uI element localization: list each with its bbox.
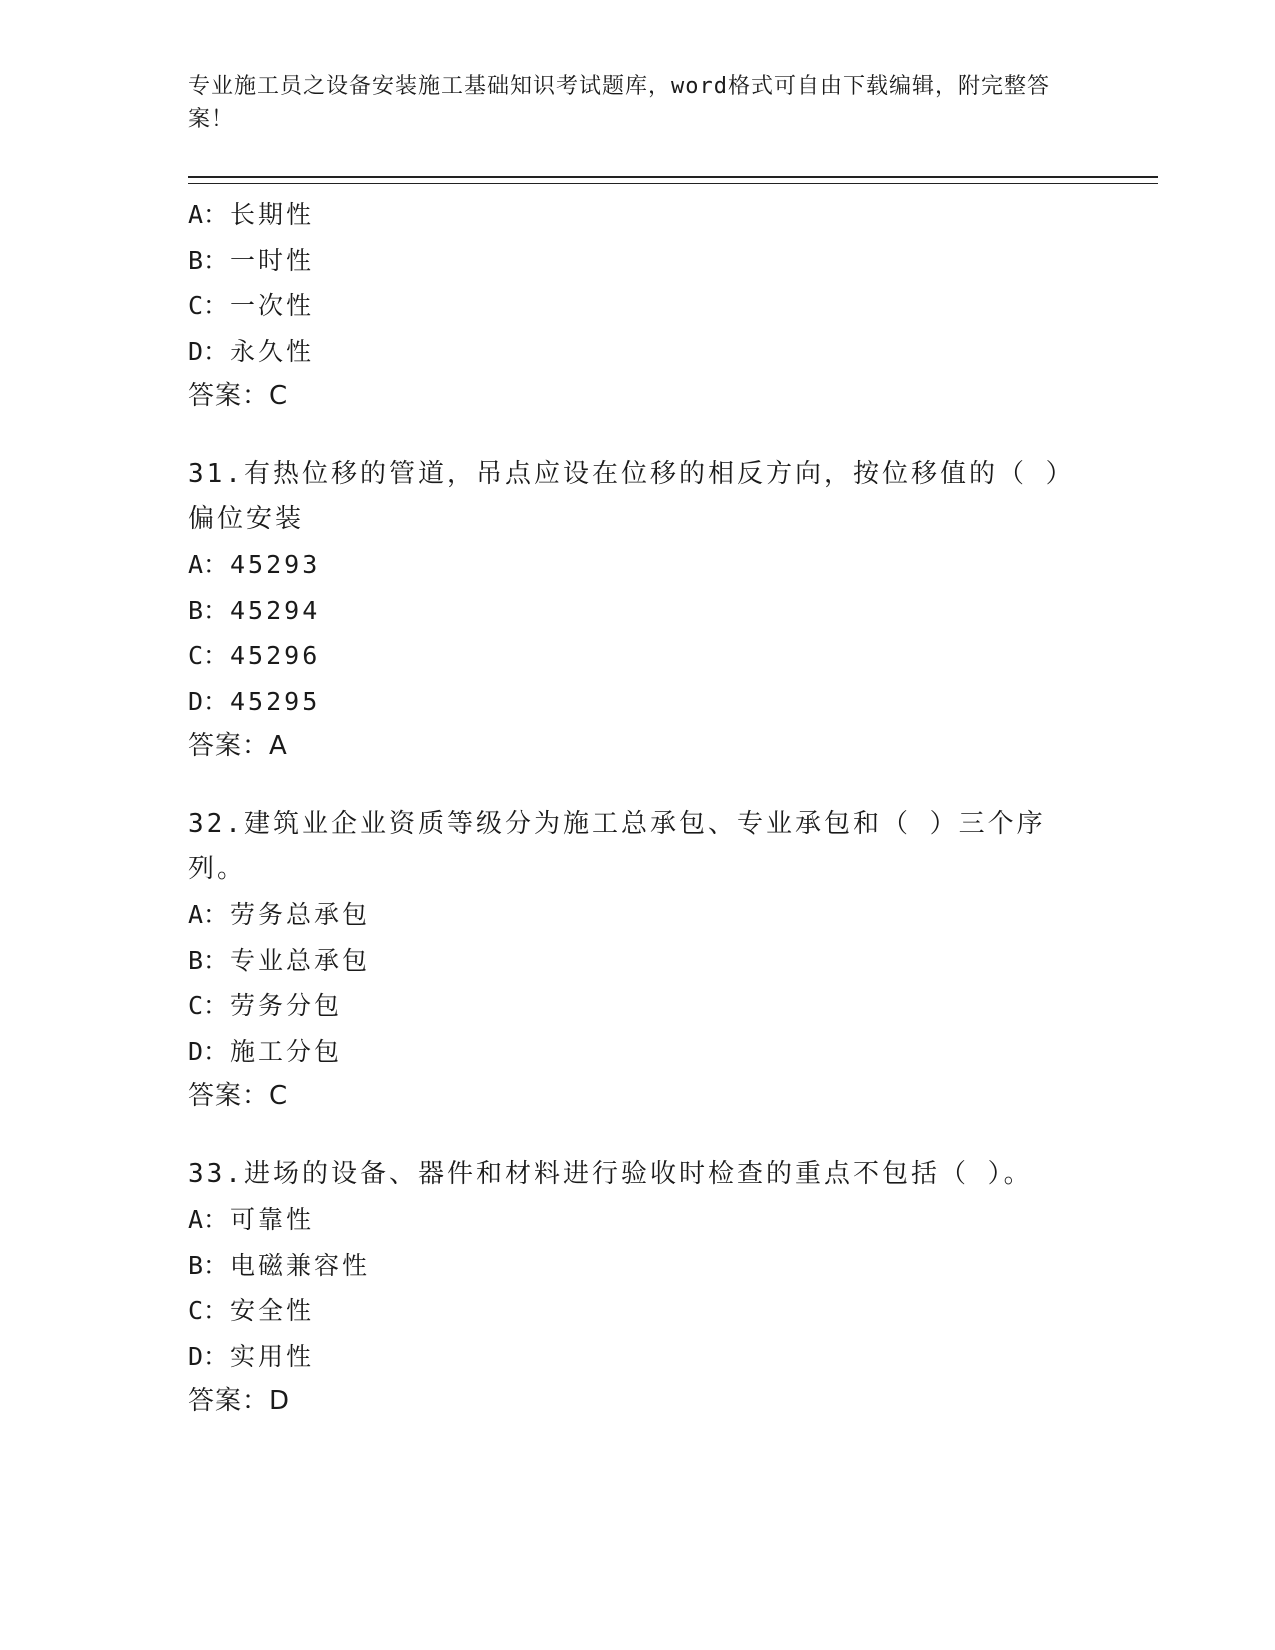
option-a (188, 1197, 1158, 1243)
option-d (188, 1029, 1158, 1075)
answer-line: 答案：A (188, 731, 288, 761)
option-text: 长期性 (230, 200, 315, 229)
option-letter: C： (188, 641, 229, 670)
option-letter: B： (188, 945, 229, 975)
option-letter: D： (188, 686, 229, 716)
option-text: 可靠性 (230, 1205, 315, 1234)
option-text: 一时性 (230, 245, 315, 275)
answer-line: 答案：C (188, 381, 289, 411)
option-text: 施工分包 (230, 1036, 343, 1066)
question-text: 33.进场的设备、器件和材料进行验收时检查的重点不包括（ ）。 (188, 1159, 1033, 1189)
option-text: 劳务总承包 (230, 900, 371, 929)
option-c (188, 983, 1158, 1029)
option-letter: A： (188, 1205, 229, 1234)
option-text: 电磁兼容性 (230, 1250, 371, 1280)
option-text: 专业总承包 (230, 945, 371, 975)
question-text: 31.有热位移的管道，吊点应设在位移的相反方向，按位移值的（ ）偏位安装 (188, 459, 1062, 534)
option-letter: D： (188, 336, 229, 366)
option-letter: C： (188, 1296, 229, 1325)
question-31 (188, 452, 1158, 769)
option-c (188, 633, 1158, 679)
option-text: 一次性 (230, 291, 315, 320)
option-d (188, 1334, 1158, 1380)
document-title: 专业施工员之设备安装施工基础知识考试题库，word格式可自由下载编辑，附完整答案！ (188, 74, 1050, 132)
option-b (188, 238, 1158, 284)
option-text: 劳务分包 (230, 991, 343, 1020)
option-a (188, 892, 1158, 938)
option-letter: B： (188, 1250, 229, 1280)
option-text: 永久性 (230, 336, 315, 366)
question-text: 32.建筑业企业资质等级分为施工总承包、专业承包和（ ）三个序列。 (188, 809, 1046, 884)
header-divider (188, 176, 1158, 184)
document-page (188, 70, 1158, 1457)
option-text: 45294 (230, 595, 321, 625)
option-letter: B： (188, 245, 229, 275)
question-continued (188, 192, 1158, 419)
option-b (188, 588, 1158, 634)
option-letter: D： (188, 1341, 229, 1371)
option-letter: B： (188, 595, 229, 625)
option-letter: C： (188, 991, 229, 1020)
option-letter: C： (188, 291, 229, 320)
option-a (188, 192, 1158, 238)
question-33 (188, 1152, 1158, 1424)
option-text: 45295 (230, 686, 321, 716)
option-b (188, 1243, 1158, 1289)
option-text: 实用性 (230, 1341, 315, 1371)
option-c (188, 283, 1158, 329)
option-d (188, 329, 1158, 375)
option-d (188, 679, 1158, 725)
option-text: 安全性 (230, 1296, 315, 1325)
option-text: 45293 (230, 550, 321, 579)
option-a (188, 542, 1158, 588)
option-letter: D： (188, 1036, 229, 1066)
option-b (188, 938, 1158, 984)
question-32 (188, 802, 1158, 1119)
answer-line: 答案：C (188, 1081, 289, 1111)
answer-line: 答案：D (188, 1386, 291, 1416)
option-text: 45296 (230, 641, 321, 670)
option-letter: A： (188, 200, 229, 229)
option-c (188, 1288, 1158, 1334)
option-letter: A： (188, 550, 229, 579)
option-letter: A： (188, 900, 229, 929)
